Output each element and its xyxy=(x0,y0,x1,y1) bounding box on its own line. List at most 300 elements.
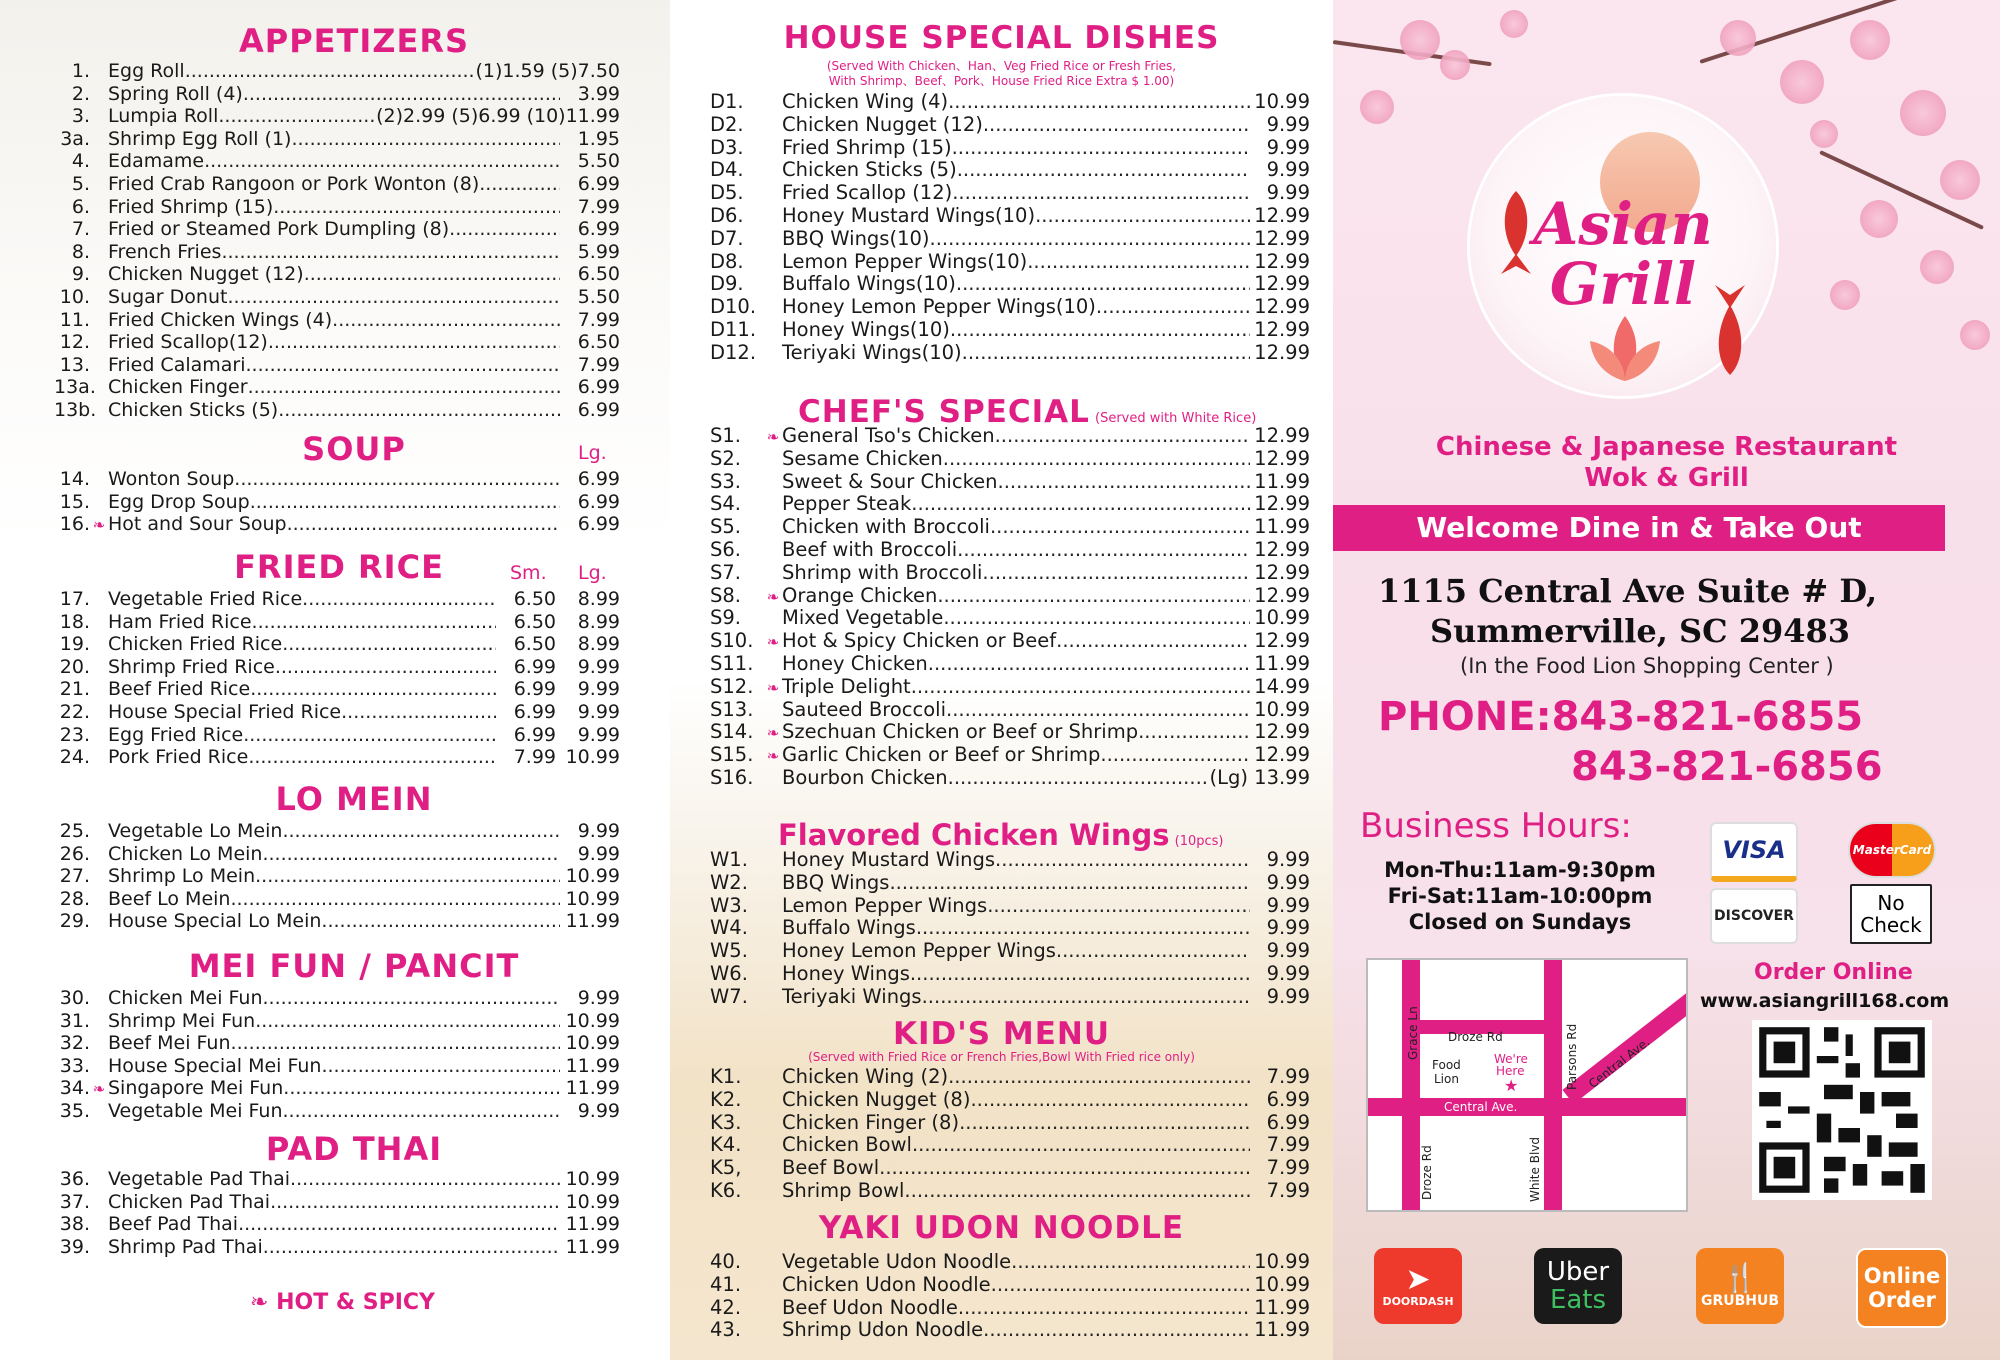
item-name: House Special Mei Fun xyxy=(108,1054,322,1077)
dot-leader xyxy=(911,493,1250,516)
item-price: 9.99 xyxy=(1266,112,1310,136)
item-price: 7.99 xyxy=(1266,1133,1310,1157)
item-name: Hot & Spicy Chicken or Beef xyxy=(782,629,1057,653)
dot-leader xyxy=(1056,940,1250,963)
online-order-label-1: Online xyxy=(1863,1264,1941,1288)
menu-item xyxy=(54,724,620,747)
item-price: 9.99 xyxy=(1266,961,1310,985)
house-special-note-2: With Shrimp、Beef、Pork、House Fried Rice Extra $ 1.00) xyxy=(828,74,1175,88)
item-price: 6.50 xyxy=(577,331,620,354)
item-name: Chicken Pad Thai xyxy=(108,1190,271,1213)
menu-item xyxy=(54,354,620,377)
dot-leader xyxy=(982,562,1250,585)
item-price: 9.99 xyxy=(577,820,620,842)
soup-list xyxy=(54,468,620,536)
wings-note: (10pcs) xyxy=(1174,834,1224,849)
item-number: 7. xyxy=(71,218,90,241)
item-price: 6.99 xyxy=(577,218,620,241)
dot-leader xyxy=(1138,721,1250,744)
item-name: Beef with Broccoli xyxy=(782,537,958,561)
dot-leader xyxy=(911,676,1250,699)
item-name: Honey Wings(10) xyxy=(782,317,950,341)
menu-item xyxy=(54,1077,620,1100)
dot-leader xyxy=(916,917,1250,940)
item-number: 19. xyxy=(59,633,90,656)
item-price: 11.99 xyxy=(565,1213,620,1236)
udon-list xyxy=(710,1251,1310,1342)
item-price: 6.99 xyxy=(1266,1087,1310,1111)
item-price: 10.99 xyxy=(1254,697,1310,721)
item-name: Ham Fried Rice xyxy=(108,610,252,633)
item-number: W3. xyxy=(710,893,748,917)
item-price: (Lg) 13.99 xyxy=(1209,765,1310,789)
item-price: 12.99 xyxy=(1254,226,1310,250)
item-name: Egg Fried Rice xyxy=(108,723,244,746)
item-price-small: 6.50 xyxy=(513,633,556,656)
house-special-note-1: (Served With Chicken、Han、Veg Fried Rice or Fresh Fries, xyxy=(826,59,1177,73)
dot-leader xyxy=(946,699,1250,722)
item-price: 9.99 xyxy=(1266,181,1310,205)
item-number: 18. xyxy=(59,610,90,633)
menu-item xyxy=(710,342,1310,365)
item-number: 33. xyxy=(59,1054,90,1077)
item-price: 6.99 xyxy=(577,490,620,513)
menu-item xyxy=(54,105,620,128)
item-number: W4. xyxy=(710,916,748,940)
item-name: Shrimp Egg Roll (1) xyxy=(108,127,292,150)
item-price: 11.99 xyxy=(1254,1318,1310,1342)
item-number: S8. xyxy=(710,583,741,607)
item-name: Teriyaki Wings xyxy=(782,984,922,1008)
menu-item xyxy=(54,60,620,83)
menu-item xyxy=(710,630,1310,653)
dot-leader xyxy=(283,1077,560,1100)
phone-number-1[interactable]: PHONE:843-821-6855 xyxy=(1378,694,1864,740)
menu-item xyxy=(710,228,1310,251)
item-name: Shrimp Pad Thai xyxy=(108,1235,263,1258)
item-number: 5. xyxy=(71,172,90,195)
doordash-icon: ➤ xyxy=(1405,1261,1431,1297)
kids-menu-note: (Served with Fried Rice or French Fries,Bowl With Fried rice only) xyxy=(808,1050,1195,1064)
menu-item xyxy=(710,607,1310,630)
menu-item xyxy=(54,1100,620,1123)
item-number: 31. xyxy=(59,1009,90,1032)
item-number: 17. xyxy=(59,588,90,610)
item-number: D8. xyxy=(710,249,744,273)
item-price: (1)1.59 (5)7.50 xyxy=(475,60,620,82)
item-number: D5. xyxy=(710,181,744,205)
item-number: S14. xyxy=(710,720,754,744)
dot-leader xyxy=(304,263,560,286)
chili-icon: ❧ xyxy=(766,724,780,743)
item-name: Chicken Finger xyxy=(108,376,248,399)
item-number: 32. xyxy=(59,1032,90,1055)
menu-item xyxy=(710,251,1310,274)
item-price: 7.99 xyxy=(577,353,620,376)
chef-special-note: (Served with White Rice) xyxy=(1095,411,1257,426)
dot-leader xyxy=(332,309,560,332)
fried-rice-large-label: Lg. xyxy=(578,562,607,584)
menu-item xyxy=(710,1112,1310,1135)
menu-item xyxy=(54,1236,620,1259)
menu-item xyxy=(54,1010,620,1033)
item-name: Edamame xyxy=(108,150,205,173)
item-price: 9.99 xyxy=(1266,158,1310,182)
item-price: 7.99 xyxy=(577,308,620,331)
map-were-here-2: Here xyxy=(1496,1064,1525,1078)
dot-leader xyxy=(282,820,560,843)
item-name: Shrimp Bowl xyxy=(782,1178,905,1202)
item-name: Fried or Steamed Pork Dumpling (8) xyxy=(108,218,450,241)
item-price: 12.99 xyxy=(1254,249,1310,273)
address-note: (In the Food Lion Shopping Center ) xyxy=(1460,654,1834,678)
chili-icon: ❧ xyxy=(92,1080,106,1099)
item-number: 1. xyxy=(71,60,90,82)
item-number: K2. xyxy=(710,1087,742,1111)
item-name: House Special Fried Rice xyxy=(108,700,342,723)
menu-item xyxy=(54,218,620,241)
item-price-large: 9.99 xyxy=(577,678,620,701)
item-price: 14.99 xyxy=(1254,674,1310,698)
menu-item xyxy=(54,376,620,399)
dot-leader xyxy=(290,1168,560,1191)
item-price: 12.99 xyxy=(1254,340,1310,364)
item-number: D6. xyxy=(710,203,744,227)
menu-item xyxy=(710,448,1310,471)
chili-icon: ❧ xyxy=(250,1290,269,1315)
item-name: Garlic Chicken or Beef or Shrimp xyxy=(782,743,1101,767)
item-price: 11.99 xyxy=(1254,1295,1310,1319)
hours-weekend: Fri-Sat:11am-10:00pm xyxy=(1387,884,1653,908)
item-number: 29. xyxy=(59,910,90,933)
visa-label: VISA xyxy=(1722,836,1786,864)
item-number: 11. xyxy=(59,308,90,331)
item-name: Chicken Udon Noodle xyxy=(782,1272,991,1296)
item-price: 3.99 xyxy=(577,82,620,105)
wings-title: Flavored Chicken Wings xyxy=(778,818,1170,852)
item-number: S11. xyxy=(710,651,754,675)
menu-item xyxy=(710,1274,1310,1297)
menu-item xyxy=(710,963,1310,986)
item-number: 12. xyxy=(59,331,90,354)
menu-item xyxy=(54,399,620,422)
menu-item xyxy=(54,173,620,196)
item-price: 12.99 xyxy=(1254,583,1310,607)
dot-leader xyxy=(1035,205,1250,228)
item-number: 41. xyxy=(710,1272,742,1296)
item-price: 10.99 xyxy=(565,1190,620,1213)
item-name: Honey Mustard Wings(10) xyxy=(782,203,1036,227)
item-number: K3. xyxy=(710,1110,742,1134)
item-name: Beef Lo Mein xyxy=(108,887,231,910)
menu-item xyxy=(54,1213,620,1236)
eats-label: Eats xyxy=(1549,1285,1607,1315)
doordash-button[interactable] xyxy=(1374,1248,1462,1324)
item-price: 1.95 xyxy=(577,127,620,150)
item-price: 12.99 xyxy=(1254,720,1310,744)
map-were-here-1: We're xyxy=(1494,1052,1528,1066)
menu-item xyxy=(54,1168,620,1191)
fried-rice-small-label: Sm. xyxy=(510,562,547,584)
menu-item xyxy=(710,1180,1310,1203)
item-price-small: 6.50 xyxy=(513,610,556,633)
item-name: Fried Scallop(12) xyxy=(108,331,268,354)
item-price: 7.99 xyxy=(1266,1156,1310,1180)
dot-leader xyxy=(231,1032,560,1055)
item-number: D9. xyxy=(710,272,744,296)
map-parsons-rd: Parsons Rd xyxy=(1565,1023,1579,1090)
discover-label: DISCOVER xyxy=(1714,908,1794,924)
dot-leader xyxy=(218,105,376,128)
item-price: 9.99 xyxy=(1266,870,1310,894)
menu-item xyxy=(54,128,620,151)
dot-leader xyxy=(185,60,476,83)
dot-leader xyxy=(248,746,496,769)
item-number: 16. xyxy=(59,513,90,536)
doordash-label: DOORDASH xyxy=(1382,1294,1454,1308)
mei-fun-title: MEI FUN / PANCIT xyxy=(188,947,520,985)
item-price: 10.99 xyxy=(1254,606,1310,630)
menu-item xyxy=(710,493,1310,516)
dot-leader xyxy=(987,895,1250,918)
dot-leader xyxy=(278,399,560,422)
map-central-ave-diag: Central Ave. xyxy=(1586,1034,1653,1092)
item-number: S6. xyxy=(710,537,741,561)
dot-leader xyxy=(243,724,496,747)
dot-leader xyxy=(243,83,560,106)
item-number: D4. xyxy=(710,158,744,182)
item-name: Chicken Nugget (8) xyxy=(782,1087,971,1111)
item-name: Fried Shrimp (15) xyxy=(108,195,274,218)
item-price-large: 8.99 xyxy=(577,588,620,610)
dot-leader xyxy=(238,1213,560,1236)
item-number: S13. xyxy=(710,697,754,721)
item-number: S5. xyxy=(710,515,741,539)
hot-spicy-legend xyxy=(250,1290,435,1315)
menu-item xyxy=(710,205,1310,228)
dot-leader xyxy=(321,910,560,933)
item-name: Fried Crab Rangoon or Pork Wonton (8) xyxy=(108,172,480,195)
item-name: Wonton Soup xyxy=(108,468,235,490)
menu-item xyxy=(710,940,1310,963)
item-price-large: 8.99 xyxy=(577,610,620,633)
item-price: 10.99 xyxy=(1254,90,1310,113)
item-price: 7.99 xyxy=(1266,1178,1310,1202)
item-number: K1. xyxy=(710,1065,742,1088)
menu-item xyxy=(710,849,1310,872)
lotus-icon xyxy=(1570,306,1680,386)
menu-item xyxy=(710,872,1310,895)
dot-leader xyxy=(287,513,560,536)
grubhub-button[interactable] xyxy=(1696,1248,1784,1324)
qr-code-icon[interactable] xyxy=(1752,1020,1932,1200)
item-price: 6.99 xyxy=(1266,1110,1310,1134)
dot-leader xyxy=(983,1319,1250,1342)
menu-item xyxy=(54,150,620,173)
item-name: Shrimp Fried Rice xyxy=(108,655,275,678)
dot-leader xyxy=(957,159,1250,182)
dot-leader xyxy=(250,491,560,514)
dot-leader xyxy=(449,218,560,241)
menu-item xyxy=(54,263,620,286)
item-price: 6.99 xyxy=(577,513,620,536)
item-number: 38. xyxy=(59,1213,90,1236)
menu-item xyxy=(54,241,620,264)
dot-leader xyxy=(263,987,560,1010)
menu-item xyxy=(54,678,620,701)
menu-item xyxy=(54,611,620,634)
item-price: 12.99 xyxy=(1254,317,1310,341)
menu-item xyxy=(710,1066,1310,1089)
dot-leader xyxy=(302,588,496,611)
item-price: 9.99 xyxy=(1266,848,1310,871)
dot-leader xyxy=(904,1180,1250,1203)
uber-label: Uber xyxy=(1546,1257,1610,1287)
location-map xyxy=(1366,958,1688,1212)
item-number: S1. xyxy=(710,424,741,447)
mastercard-label: MasterCard xyxy=(1852,843,1932,857)
dot-leader xyxy=(952,182,1250,205)
wings-header xyxy=(778,818,1224,852)
location-star-icon: ★ xyxy=(1504,1076,1519,1095)
no-check-icon xyxy=(1850,884,1932,944)
item-number: W2. xyxy=(710,870,748,894)
item-name: Szechuan Chicken or Beef or Shrimp xyxy=(782,720,1139,744)
item-price: 9.99 xyxy=(577,1099,620,1122)
item-number: S16. xyxy=(710,765,754,789)
item-number: 21. xyxy=(59,678,90,701)
uber-eats-button[interactable] xyxy=(1534,1248,1622,1324)
item-number: 10. xyxy=(59,285,90,308)
dot-leader xyxy=(930,228,1251,251)
item-price: 11.99 xyxy=(565,910,620,933)
menu-item xyxy=(710,699,1310,722)
item-number: 40. xyxy=(710,1250,742,1273)
item-name: Buffalo Wings xyxy=(782,916,916,940)
dot-leader xyxy=(230,888,560,911)
pad-thai-title: PAD THAI xyxy=(265,1130,443,1168)
appetizers-list xyxy=(54,60,620,422)
house-special-list xyxy=(710,91,1310,365)
item-name: House Special Lo Mein xyxy=(108,910,322,933)
item-name: Orange Chicken xyxy=(782,583,938,607)
item-number: S4. xyxy=(710,492,741,516)
item-number: W5. xyxy=(710,939,748,963)
map-central-ave: Central Ave. xyxy=(1444,1100,1518,1114)
dot-leader xyxy=(948,767,1210,790)
item-name: Honey Wings xyxy=(782,961,910,985)
dot-leader xyxy=(889,872,1250,895)
item-number: K4. xyxy=(710,1133,742,1157)
item-number: D7. xyxy=(710,226,744,250)
item-price: 11.99 xyxy=(565,1054,620,1077)
menu-item xyxy=(710,425,1310,448)
dot-leader xyxy=(922,986,1250,1009)
item-name: Teriyaki Wings(10) xyxy=(782,340,962,364)
dot-leader xyxy=(252,611,496,634)
item-number: W7. xyxy=(710,984,748,1008)
dot-leader xyxy=(275,656,496,679)
item-number: 14. xyxy=(59,468,90,490)
item-price: 10.99 xyxy=(1254,1272,1310,1296)
item-number: 27. xyxy=(59,865,90,888)
dot-leader xyxy=(879,1157,1250,1180)
item-name: Egg Roll xyxy=(108,60,185,82)
item-number: 22. xyxy=(59,700,90,723)
item-name: Chicken Mei Fun xyxy=(108,987,263,1009)
mastercard-icon xyxy=(1848,822,1936,878)
item-price: 5.50 xyxy=(577,150,620,173)
website-link[interactable]: www.asiangrill168.com xyxy=(1700,990,1950,1012)
item-price: 10.99 xyxy=(565,887,620,910)
item-name: Beef Bowl xyxy=(782,1156,880,1180)
dot-leader xyxy=(1100,744,1250,767)
menu-item xyxy=(54,196,620,219)
online-order-button[interactable] xyxy=(1856,1248,1948,1328)
pad-thai-list xyxy=(54,1168,620,1258)
item-number: 13a. xyxy=(54,376,96,399)
item-price-small: 6.99 xyxy=(513,678,556,701)
dot-leader xyxy=(958,1297,1250,1320)
online-order-label-2: Order xyxy=(1868,1288,1936,1312)
item-name: BBQ Wings xyxy=(782,870,890,894)
item-number: D12. xyxy=(710,340,757,364)
phone-number-2[interactable]: 843-821-6856 xyxy=(1571,744,1883,790)
dot-leader xyxy=(950,319,1250,342)
dot-leader xyxy=(291,128,560,151)
menu-item xyxy=(710,585,1310,608)
item-price: 6.99 xyxy=(577,172,620,195)
dot-leader xyxy=(910,963,1250,986)
item-name: Chicken Bowl xyxy=(782,1133,912,1157)
item-name: Chicken Fried Rice xyxy=(108,633,283,656)
dot-leader xyxy=(270,1191,560,1214)
menu-item xyxy=(54,513,620,536)
dot-leader xyxy=(479,173,560,196)
item-price: 10.99 xyxy=(565,1168,620,1190)
item-number: 43. xyxy=(710,1318,742,1342)
item-price-small: 6.99 xyxy=(513,700,556,723)
map-grace-ln: Grace Ln xyxy=(1406,1006,1420,1060)
dot-leader xyxy=(990,516,1250,539)
item-number: S10. xyxy=(710,629,754,653)
item-name: Chicken Wing (4) xyxy=(782,90,949,113)
item-price: 12.99 xyxy=(1254,203,1310,227)
item-price: 9.99 xyxy=(577,842,620,865)
item-number: 37. xyxy=(59,1190,90,1213)
wings-list xyxy=(710,849,1310,1009)
item-name: Egg Drop Soup xyxy=(108,490,250,513)
dot-leader xyxy=(995,425,1250,448)
menu-item xyxy=(710,296,1310,319)
left-menu-panel xyxy=(0,0,670,1360)
item-price: 12.99 xyxy=(1254,272,1310,296)
menu-item xyxy=(54,843,620,866)
menu-item xyxy=(54,987,620,1010)
item-name: Singapore Mei Fun xyxy=(108,1077,284,1100)
appetizers-title: APPETIZERS xyxy=(238,22,469,60)
menu-item xyxy=(710,91,1310,114)
item-name: Chicken Sticks (5) xyxy=(108,398,279,421)
item-name: French Fries xyxy=(108,240,222,263)
item-name: Sugar Donut xyxy=(108,285,228,308)
menu-item xyxy=(54,491,620,514)
item-name: Mixed Vegetable xyxy=(782,606,944,630)
dot-leader xyxy=(263,1236,560,1259)
item-number: 4. xyxy=(71,150,90,173)
dot-leader xyxy=(957,539,1250,562)
dot-leader xyxy=(959,1112,1250,1135)
